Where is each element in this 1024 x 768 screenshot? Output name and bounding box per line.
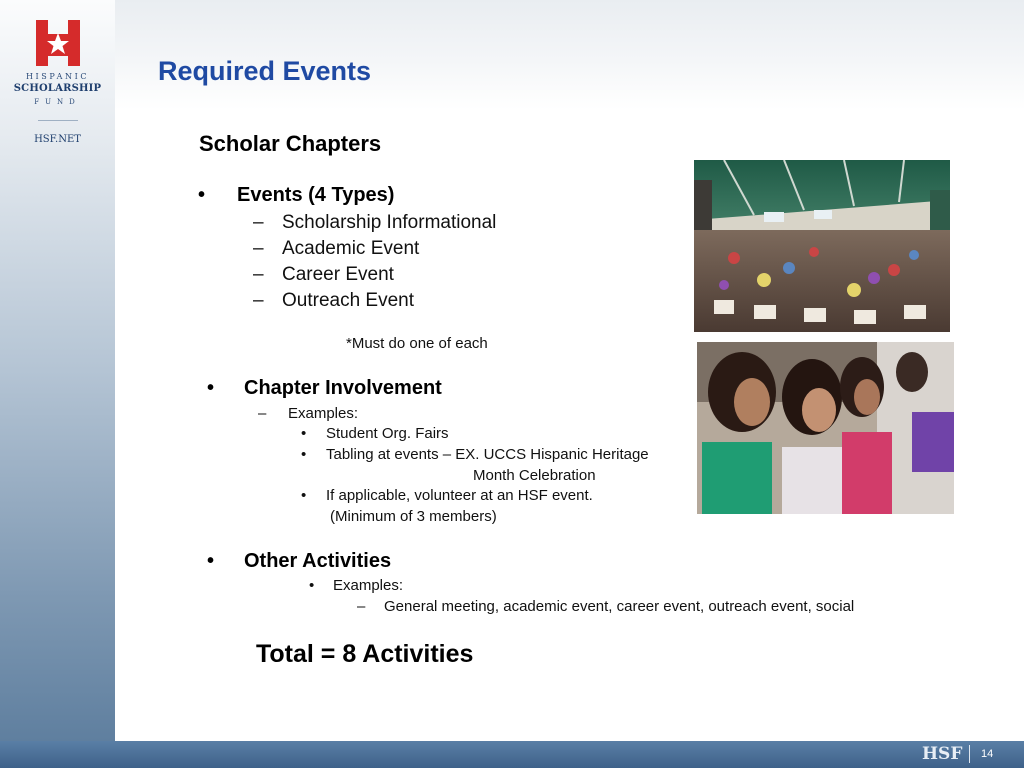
bullet-glyph: • <box>301 446 307 463</box>
involvement-item: Tabling at events – EX. UCCS Hispanic Heritage <box>326 446 649 463</box>
logo-website: HSF.NET <box>34 134 81 145</box>
involvement-heading: Chapter Involvement <box>244 377 442 399</box>
page-number: 14 <box>981 748 994 760</box>
examples-label: Examples: <box>333 577 404 594</box>
bullet-glyph: • <box>207 377 215 399</box>
footer-bar <box>0 741 1024 768</box>
dash-glyph: – <box>253 290 264 311</box>
logo-text-scholarship: SCHOLARSHIP <box>13 83 102 94</box>
slide-title: Required Events <box>158 56 372 86</box>
events-heading: Events (4 Types) <box>237 184 395 206</box>
involvement-item: If applicable, volunteer at an HSF event. <box>326 487 593 504</box>
event-type-item: Scholarship Informational <box>282 212 497 233</box>
other-activities-heading: Other Activities <box>244 550 392 572</box>
dash-glyph: – <box>253 238 264 259</box>
dash-glyph: – <box>357 598 366 615</box>
events-note: *Must do one of each <box>346 335 488 352</box>
footer-divider <box>969 745 970 763</box>
section-subtitle: Scholar Chapters <box>199 131 382 156</box>
title-band <box>115 0 1024 110</box>
bullet-glyph: • <box>309 577 315 594</box>
sidebar <box>0 0 115 741</box>
dash-glyph: – <box>258 405 267 422</box>
hsf-logo-icon <box>36 20 80 66</box>
event-type-item: Academic Event <box>282 238 420 259</box>
bullet-glyph: • <box>301 425 307 442</box>
dash-glyph: – <box>253 212 264 233</box>
involvement-item-continued: Month Celebration <box>473 467 596 484</box>
dash-glyph: – <box>253 264 264 285</box>
involvement-item-continued: (Minimum of 3 members) <box>330 508 497 525</box>
involvement-item: Student Org. Fairs <box>326 425 449 442</box>
auditorium-photo <box>694 160 950 332</box>
logo-divider <box>38 120 78 121</box>
total-activities: Total = 8 Activities <box>256 640 474 668</box>
footer-brand: HSF <box>922 744 963 764</box>
logo-text-fund: FUND <box>34 98 81 106</box>
other-activities-item: General meeting, academic event, career event, outreach event, social <box>384 598 855 615</box>
event-type-item: Outreach Event <box>282 290 415 311</box>
logo-text-hispanic: HISPANIC <box>25 72 90 81</box>
bullet-glyph: • <box>301 487 307 504</box>
students-photo <box>697 342 954 514</box>
bullet-glyph: • <box>207 550 215 572</box>
examples-label: Examples: <box>288 405 359 422</box>
event-type-item: Career Event <box>282 264 394 285</box>
bullet-glyph: • <box>198 184 206 206</box>
